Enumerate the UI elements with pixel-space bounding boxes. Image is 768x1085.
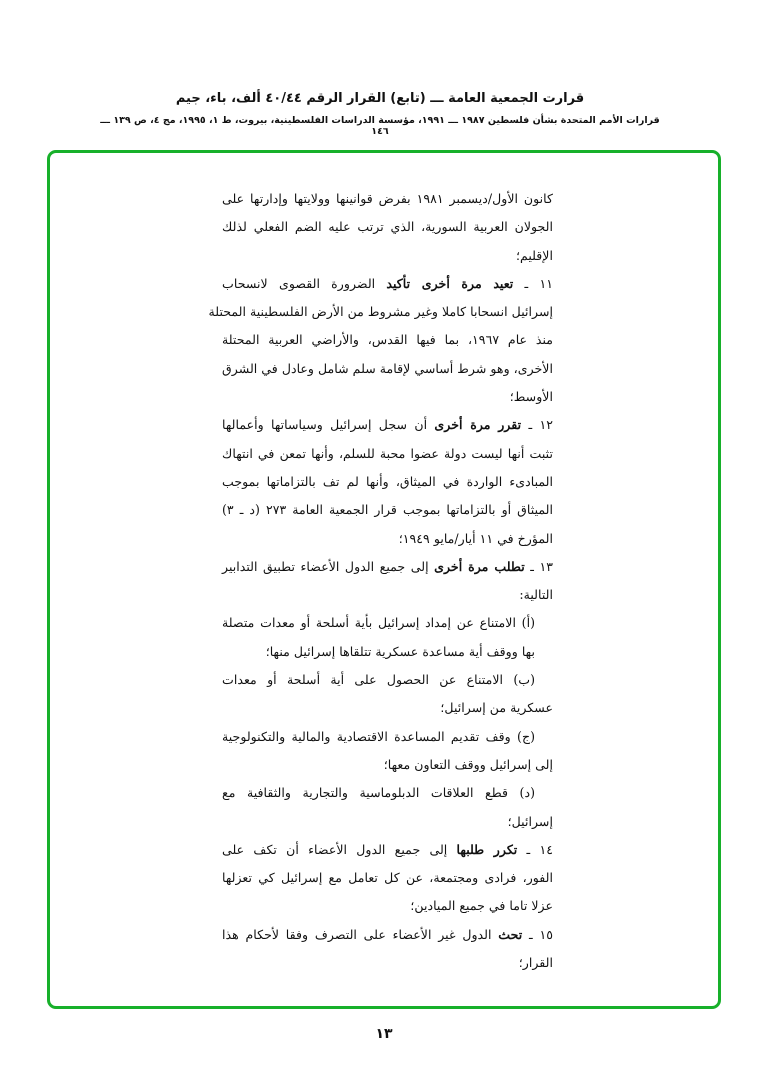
line-text: الفور، فرادى ومجتمعة، عن كل تعامل مع إسرائيل كي تعزلها [222, 870, 553, 886]
text-line [222, 609, 553, 637]
text-line [222, 525, 553, 553]
line-text: بها ووقف أية مساعدة عسكرية تتلقاها إسرائيل منها؛ [265, 643, 535, 659]
clause-number: ١٤ ـ [517, 841, 553, 857]
paragraph [222, 411, 553, 552]
text-line [222, 553, 553, 581]
line-text: إلى جميع الدول الأعضاء أن تكف على [222, 841, 457, 857]
line-text: الميثاق أو بالتزاماتها بموجب قرار الجمعية العامة ٢٧٣ (د ـ ٣) [222, 502, 553, 518]
line-text: إلى إسرائيل ووقف التعاون معها؛ [383, 756, 553, 772]
line-text: الجولان العربية السورية، الذي ترتب عليه الضم الفعلي لذلك [222, 219, 553, 235]
text-line [222, 326, 553, 354]
text-line [222, 270, 553, 298]
line-text: المبادىء الواردة في الميثاق، وأنها لم تف بالتزاماتها بموجب [222, 473, 553, 489]
text-line [222, 383, 553, 411]
line-text: المؤرخ في ١١ أيار/مايو ١٩٤٩؛ [398, 530, 553, 546]
text-line [222, 723, 553, 751]
text-line [222, 411, 553, 439]
line-text: (ج) وقف تقديم المساعدة الاقتصادية والمالية والتكنولوجية [222, 728, 535, 744]
line-text: منذ عام ١٩٦٧، بما فيها القدس، والأراضي العربية المحتلة [222, 332, 553, 348]
line-text: عسكرية من إسرائيل؛ [440, 700, 553, 716]
line-text: عزلا تاما في جميع الميادين؛ [410, 898, 553, 914]
text-line [222, 892, 553, 920]
operative-phrase: تحث [498, 926, 523, 942]
line-text: الأوسط؛ [509, 389, 553, 405]
line-text: الدول غير الأعضاء على التصرف وفقا لأحكام هذا [222, 926, 499, 942]
paragraph [222, 185, 553, 270]
text-line [222, 242, 553, 270]
paragraph [222, 666, 553, 723]
page-number: ١٣ [375, 1026, 393, 1042]
line-text: أن سجل إسرائيل وسياساتها وأعمالها [222, 417, 435, 433]
clause-number: ١٢ ـ [521, 417, 553, 433]
operative-phrase: تعيد مرة أخرى تأكيد [386, 275, 514, 291]
line-text: (ب) الامتناع عن الحصول على أية أسلحة أو معدات [222, 672, 535, 688]
paragraph [222, 609, 553, 666]
line-text: إلى جميع الدول الأعضاء تطبيق التدابير [222, 558, 435, 574]
text-line [222, 638, 553, 666]
text-line [222, 185, 553, 213]
paragraph [222, 723, 553, 780]
line-text: الإقليم؛ [515, 247, 553, 263]
text-line [222, 921, 553, 949]
line-text: الأخرى، وهو شرط أساسي لإقامة سلم شامل وعادل في الشرق [222, 360, 553, 376]
text-line [222, 440, 553, 468]
operative-phrase: تكرر طلبها [456, 841, 518, 857]
text-line [222, 779, 553, 807]
text-line [208, 298, 553, 326]
line-text: القرار؛ [518, 955, 553, 971]
text-line [222, 581, 553, 609]
line-text: (أ) الامتناع عن إمداد إسرائيل بأية أسلحة أو معدات متصلة [222, 615, 535, 631]
page-header-source: قرارات الأمم المتحدة بشأن فلسطين ١٩٨٧ ـــ ١٩٩١، مؤسسة الدراسات الفلسطينية، بيروت، ط ١، ١٩٩٥، مج ٤، ص ١٣٩ ـــ ١٤٦ [100, 115, 660, 137]
line-text: الضرورة القصوى لانسحاب [222, 275, 387, 291]
text-line [222, 666, 553, 694]
text-line [222, 468, 553, 496]
clause-number: ١٣ ـ [524, 558, 553, 574]
line-text: التالية: [519, 587, 553, 603]
operative-phrase: تقرر مرة أخرى [434, 417, 522, 433]
text-line [222, 836, 553, 864]
clause-number: ١١ ـ [513, 275, 553, 291]
page-header-title: قرارت الجمعية العامة ـــ (تابع) القرار الرقم ٤٠/٤٤ ألف، باء، جيم [175, 91, 585, 106]
text-line [222, 213, 553, 241]
text-line [222, 694, 553, 722]
line-text: كانون الأول/ديسمبر ١٩٨١ بفرض قوانينها وولايتها وإدارتها على [222, 191, 553, 206]
paragraph [222, 779, 553, 836]
text-line [222, 355, 553, 383]
text-line [222, 751, 553, 779]
line-text: (د) قطع العلاقات الدبلوماسية والتجارية والثقافية مع [222, 785, 535, 801]
text-line [222, 949, 553, 977]
paragraph [222, 836, 553, 921]
text-line [222, 496, 553, 524]
line-text: إسرائيل انسحابا كاملا وغير مشروط من الأرض الفلسطينية المحتلة [208, 304, 553, 320]
line-text: إسرائيل؛ [507, 813, 553, 829]
line-text: تثبت أنها ليست دولة عضوا محبة للسلم، وأنها تمعن في انتهاك [222, 445, 553, 461]
clause-number: ١٥ ـ [522, 926, 553, 942]
paragraph [208, 270, 553, 411]
text-line [222, 808, 553, 836]
operative-phrase: تطلب مرة أخرى [434, 558, 525, 574]
resolution-text [208, 185, 553, 977]
paragraph [222, 553, 553, 610]
paragraph [222, 921, 553, 978]
text-line [222, 864, 553, 892]
